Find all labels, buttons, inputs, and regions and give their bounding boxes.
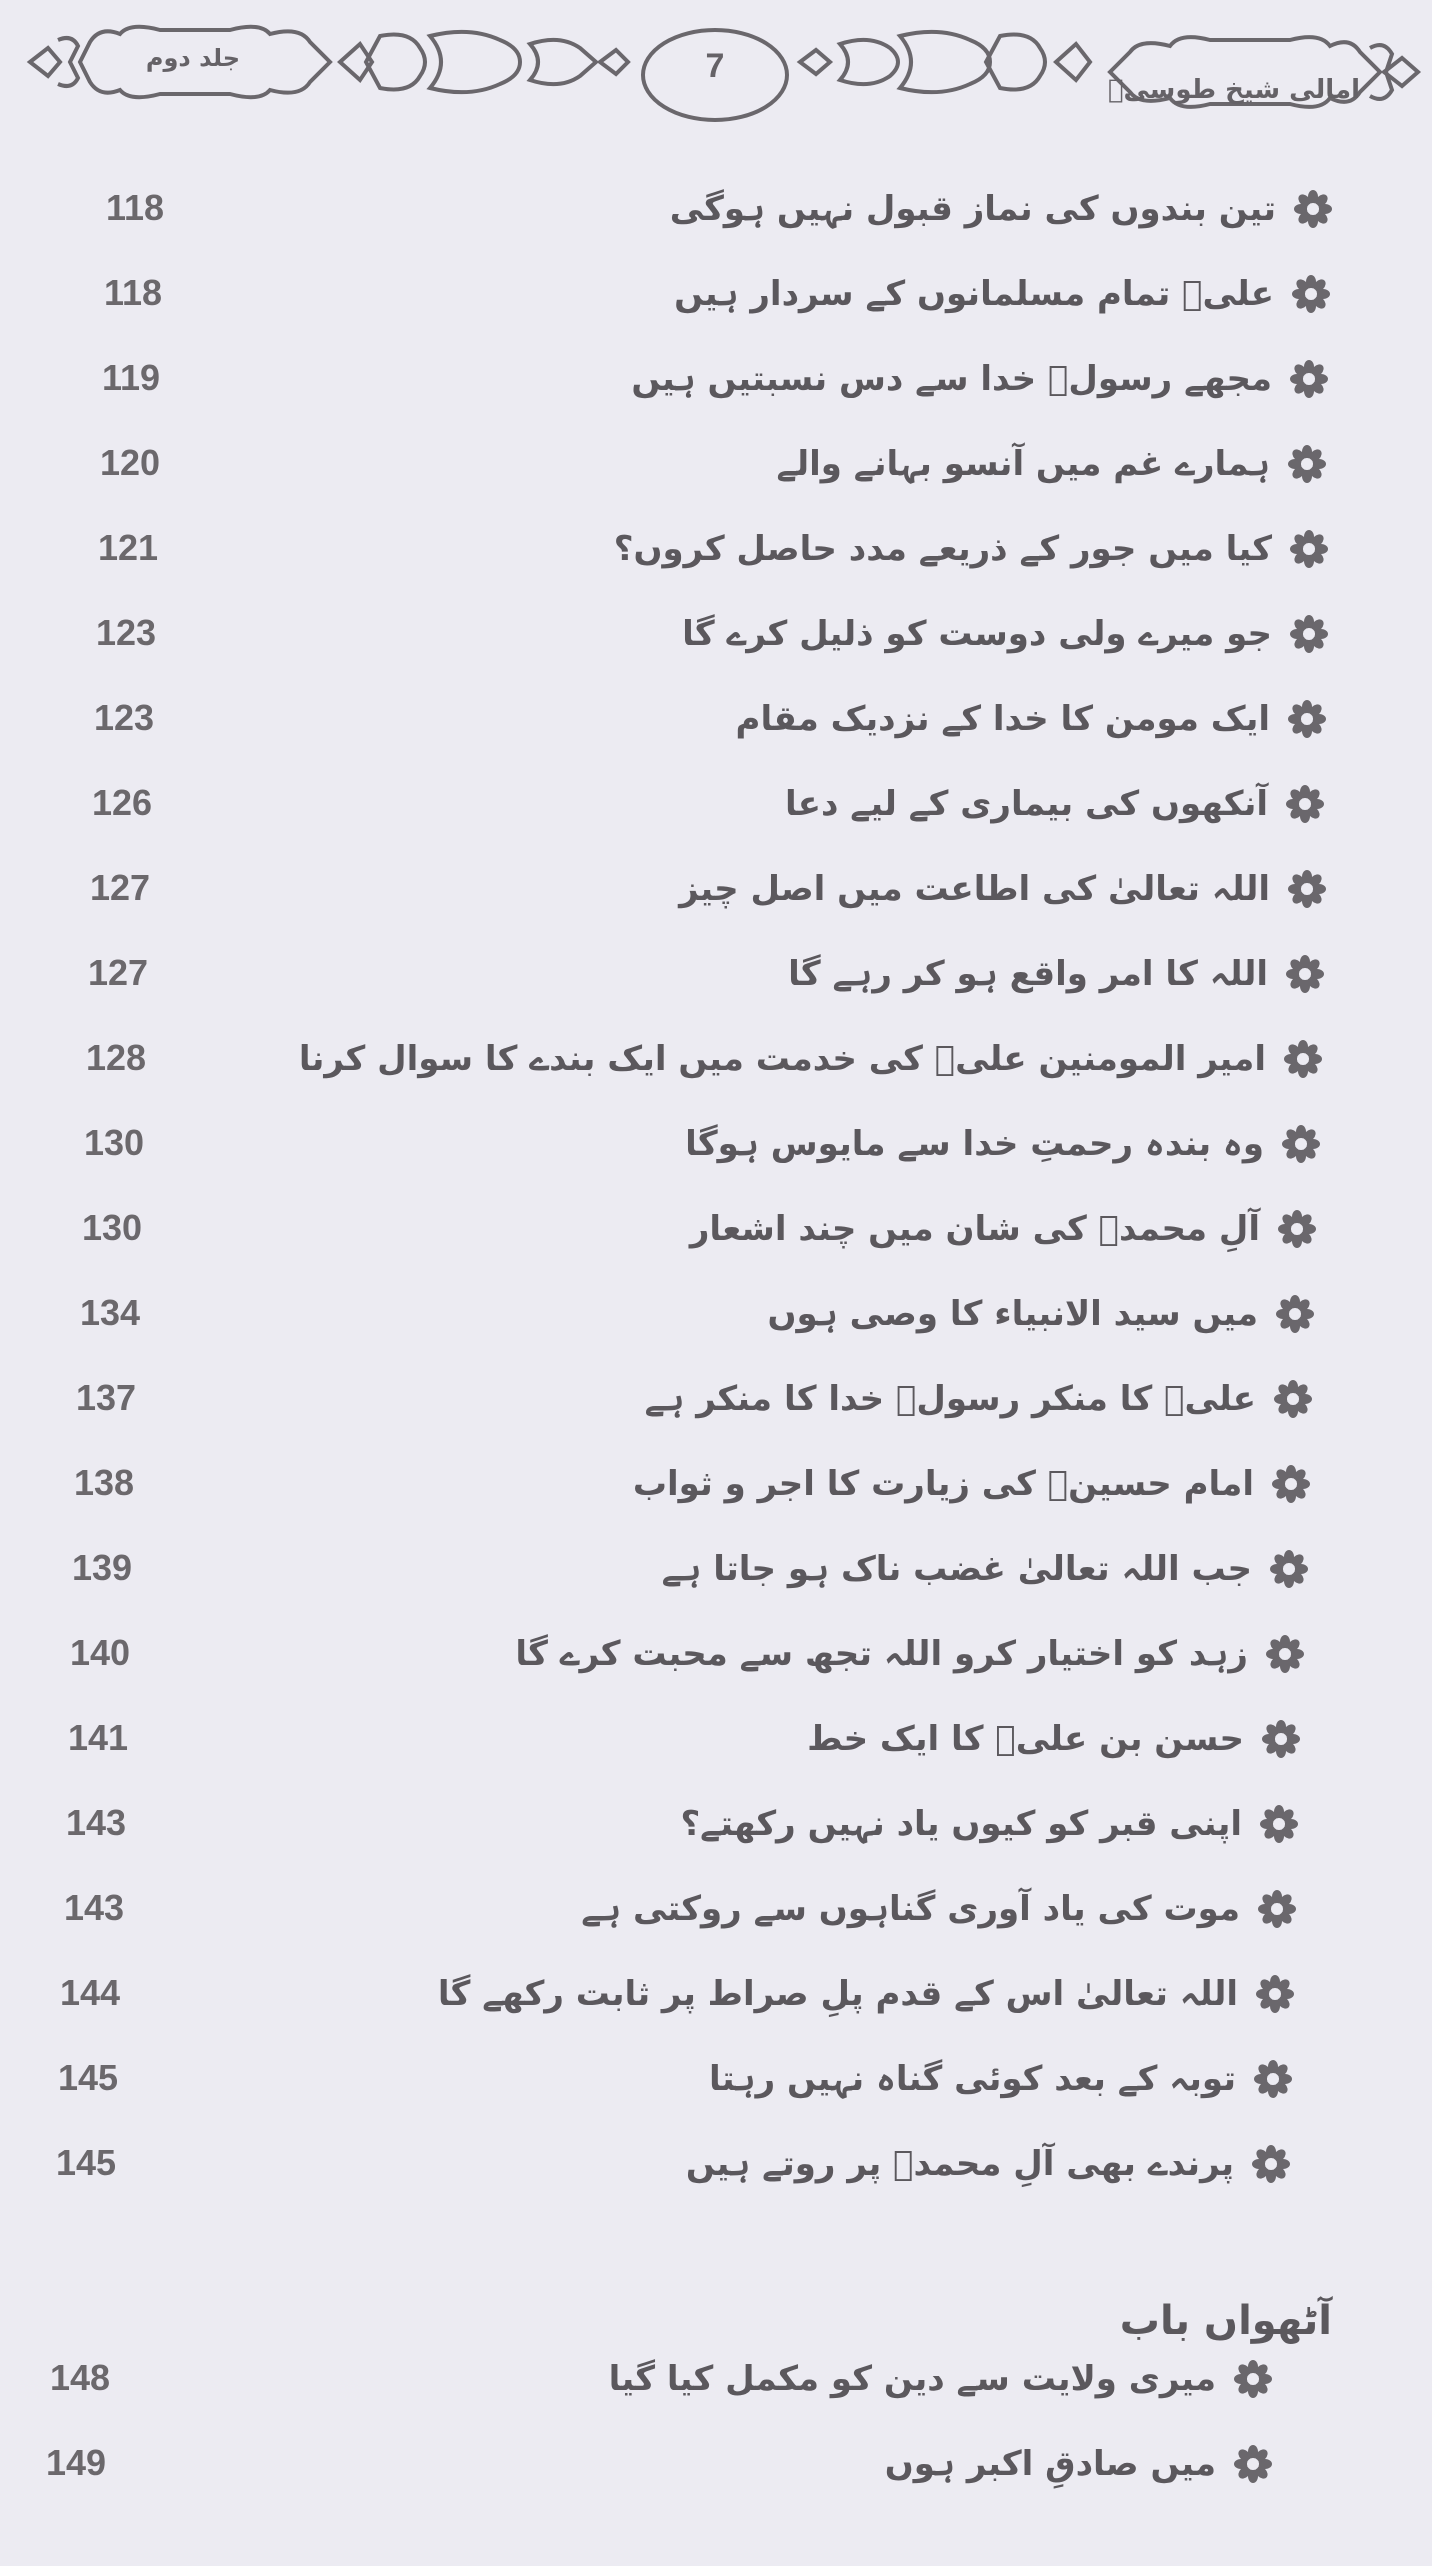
entry-title: جو میرے ولی دوست کو ذلیل کرے گا xyxy=(682,614,1272,654)
flower-bullet-icon xyxy=(1270,1550,1308,1588)
page-ref: 121 xyxy=(98,527,159,568)
toc-entry[interactable] xyxy=(0,272,1432,342)
page-ref: 127 xyxy=(90,867,151,908)
toc-entry[interactable] xyxy=(0,2142,1432,2212)
entry-title: امام حسینؑ کی زیارت کا اجر و ثواب xyxy=(632,1464,1254,1504)
entry-title: اللہ کا امر واقع ہو کر رہے گا xyxy=(788,954,1268,994)
page-ref: 140 xyxy=(70,1632,131,1673)
entry-title: موت کی یاد آوری گناہوں سے روکتی ہے xyxy=(581,1889,1240,1929)
toc-entry[interactable] xyxy=(0,1972,1432,2042)
page-ref: 149 xyxy=(46,2442,107,2483)
page-ref: 144 xyxy=(60,1972,121,2013)
page-ref: 148 xyxy=(50,2357,111,2398)
page-ref: 126 xyxy=(92,782,153,823)
entry-title: ہمارے غم میں آنسو بہانے والے xyxy=(776,444,1270,484)
page-ref: 119 xyxy=(102,357,161,398)
toc-entry[interactable] xyxy=(0,782,1432,852)
flower-bullet-icon xyxy=(1288,870,1326,908)
flower-bullet-icon xyxy=(1272,1465,1310,1503)
toc-entry[interactable] xyxy=(0,1377,1432,1447)
toc-entry[interactable] xyxy=(0,2357,1432,2427)
page-ref: 128 xyxy=(86,1037,147,1078)
entry-title: وہ بندہ رحمتِ خدا سے مایوس ہوگا xyxy=(685,1124,1264,1164)
entry-title: پرندے بھی آلِ محمدؐ پر روتے ہیں xyxy=(685,2144,1234,2184)
page-ref: 120 xyxy=(100,442,161,483)
entry-title: آلِ محمدؐ کی شان میں چند اشعار xyxy=(689,1209,1260,1249)
flower-bullet-icon xyxy=(1278,1210,1316,1248)
page-header xyxy=(0,0,1432,160)
flower-bullet-icon xyxy=(1254,2060,1292,2098)
page-ref: 130 xyxy=(82,1207,143,1248)
toc-entry[interactable] xyxy=(0,1462,1432,1532)
page-ref: 123 xyxy=(96,612,157,653)
toc-entry[interactable] xyxy=(0,1717,1432,1787)
flower-bullet-icon xyxy=(1234,2360,1272,2398)
toc-entry[interactable] xyxy=(0,527,1432,597)
flower-bullet-icon xyxy=(1290,530,1328,568)
page-ref: 123 xyxy=(94,697,155,738)
flower-bullet-icon xyxy=(1282,1125,1320,1163)
toc-entry[interactable] xyxy=(0,1037,1432,1107)
entry-title: میری ولایت سے دین کو مکمل کیا گیا xyxy=(608,2359,1216,2399)
toc-entry[interactable] xyxy=(0,442,1432,512)
page-ref: 137 xyxy=(76,1377,137,1418)
toc-entry[interactable] xyxy=(0,697,1432,767)
entry-title: اللہ تعالیٰ اس کے قدم پلِ صراط پر ثابت رکھے گا xyxy=(437,1974,1238,2014)
toc-entry[interactable] xyxy=(0,2442,1432,2512)
flower-bullet-icon xyxy=(1292,275,1330,313)
page-ref: 134 xyxy=(80,1292,141,1333)
entry-title: حسن بن علیؑ کا ایک خط xyxy=(807,1719,1244,1759)
flower-bullet-icon xyxy=(1262,1720,1300,1758)
entry-title: اپنی قبر کو کیوں یاد نہیں رکھتے؟ xyxy=(680,1804,1242,1844)
toc-entry[interactable] xyxy=(0,1292,1432,1362)
page-ref: 143 xyxy=(66,1802,127,1843)
toc-entry[interactable] xyxy=(0,1547,1432,1617)
page-ref: 130 xyxy=(84,1122,145,1163)
entry-title: توبہ کے بعد کوئی گناہ نہیں رہتا xyxy=(709,2059,1236,2099)
entry-title: میں صادقِ اکبر ہوں xyxy=(884,2444,1216,2484)
toc-entry[interactable] xyxy=(0,952,1432,1022)
flower-bullet-icon xyxy=(1284,1040,1322,1078)
page-ref: 143 xyxy=(64,1887,125,1928)
page-ref: 145 xyxy=(56,2142,117,2183)
flower-bullet-icon xyxy=(1266,1635,1304,1673)
flower-bullet-icon xyxy=(1260,1805,1298,1843)
toc-entry[interactable] xyxy=(0,1887,1432,1957)
flower-bullet-icon xyxy=(1288,700,1326,738)
flower-bullet-icon xyxy=(1274,1380,1312,1418)
page-ref: 138 xyxy=(74,1462,135,1503)
page-ref: 139 xyxy=(72,1547,133,1588)
entry-title: مجھے رسولؐ خدا سے دس نسبتیں ہیں xyxy=(631,359,1272,399)
flower-bullet-icon xyxy=(1276,1295,1314,1333)
flower-bullet-icon xyxy=(1286,785,1324,823)
toc-entry[interactable] xyxy=(0,1802,1432,1872)
flower-bullet-icon xyxy=(1294,190,1332,228)
entry-title: جب اللہ تعالیٰ غضب ناک ہو جاتا ہے xyxy=(661,1549,1252,1589)
entry-title: ایک مومن کا خدا کے نزدیک مقام xyxy=(735,699,1270,739)
entry-title: تین بندوں کی نماز قبول نہیں ہوگی xyxy=(669,189,1276,229)
toc-entry[interactable] xyxy=(0,187,1432,257)
toc-entry[interactable] xyxy=(0,1122,1432,1192)
entry-title: زہد کو اختیار کرو اللہ تجھ سے محبت کرے گا xyxy=(515,1634,1248,1674)
toc-entry[interactable] xyxy=(0,2057,1432,2127)
flower-bullet-icon xyxy=(1252,2145,1290,2183)
flower-bullet-icon xyxy=(1290,360,1328,398)
entry-title: علیؑ تمام مسلمانوں کے سردار ہیں xyxy=(674,274,1274,314)
chapter-heading: آٹھواں باب xyxy=(1119,2298,1332,2344)
toc-entry[interactable] xyxy=(0,1632,1432,1702)
page-ref: 141 xyxy=(68,1717,129,1758)
page-number: 7 xyxy=(705,47,725,85)
entry-title: کیا میں جور کے ذریعے مدد حاصل کروں؟ xyxy=(613,529,1272,569)
entry-title: امیر المومنین علیؑ کی خدمت میں ایک بندے کا سوال کرنا xyxy=(298,1039,1266,1079)
toc-entry[interactable] xyxy=(0,1207,1432,1277)
page-ref: 127 xyxy=(88,952,149,993)
flower-bullet-icon xyxy=(1286,955,1324,993)
toc-entry[interactable] xyxy=(0,612,1432,682)
entry-title: اللہ تعالیٰ کی اطاعت میں اصل چیز xyxy=(679,869,1270,909)
flower-bullet-icon xyxy=(1290,615,1328,653)
flower-bullet-icon xyxy=(1256,1975,1294,2013)
flower-bullet-icon xyxy=(1234,2445,1272,2483)
volume-label: جلد دوم xyxy=(145,44,241,72)
book-title: امالی شیخ طوسیؒ xyxy=(1107,75,1360,105)
page-ref: 145 xyxy=(58,2057,119,2098)
toc-entry[interactable] xyxy=(0,867,1432,937)
entry-title: علیؑ کا منکر رسولؐ خدا کا منکر ہے xyxy=(644,1379,1256,1419)
entry-title: میں سید الانبیاء کا وصی ہوں xyxy=(767,1294,1258,1334)
flower-bullet-icon xyxy=(1288,445,1326,483)
entry-title: آنکھوں کی بیماری کے لیے دعا xyxy=(785,784,1268,824)
page-ref: 118 xyxy=(104,272,163,313)
toc-entry[interactable] xyxy=(0,357,1432,427)
page-ref: 118 xyxy=(106,187,165,228)
flower-bullet-icon xyxy=(1258,1890,1296,1928)
